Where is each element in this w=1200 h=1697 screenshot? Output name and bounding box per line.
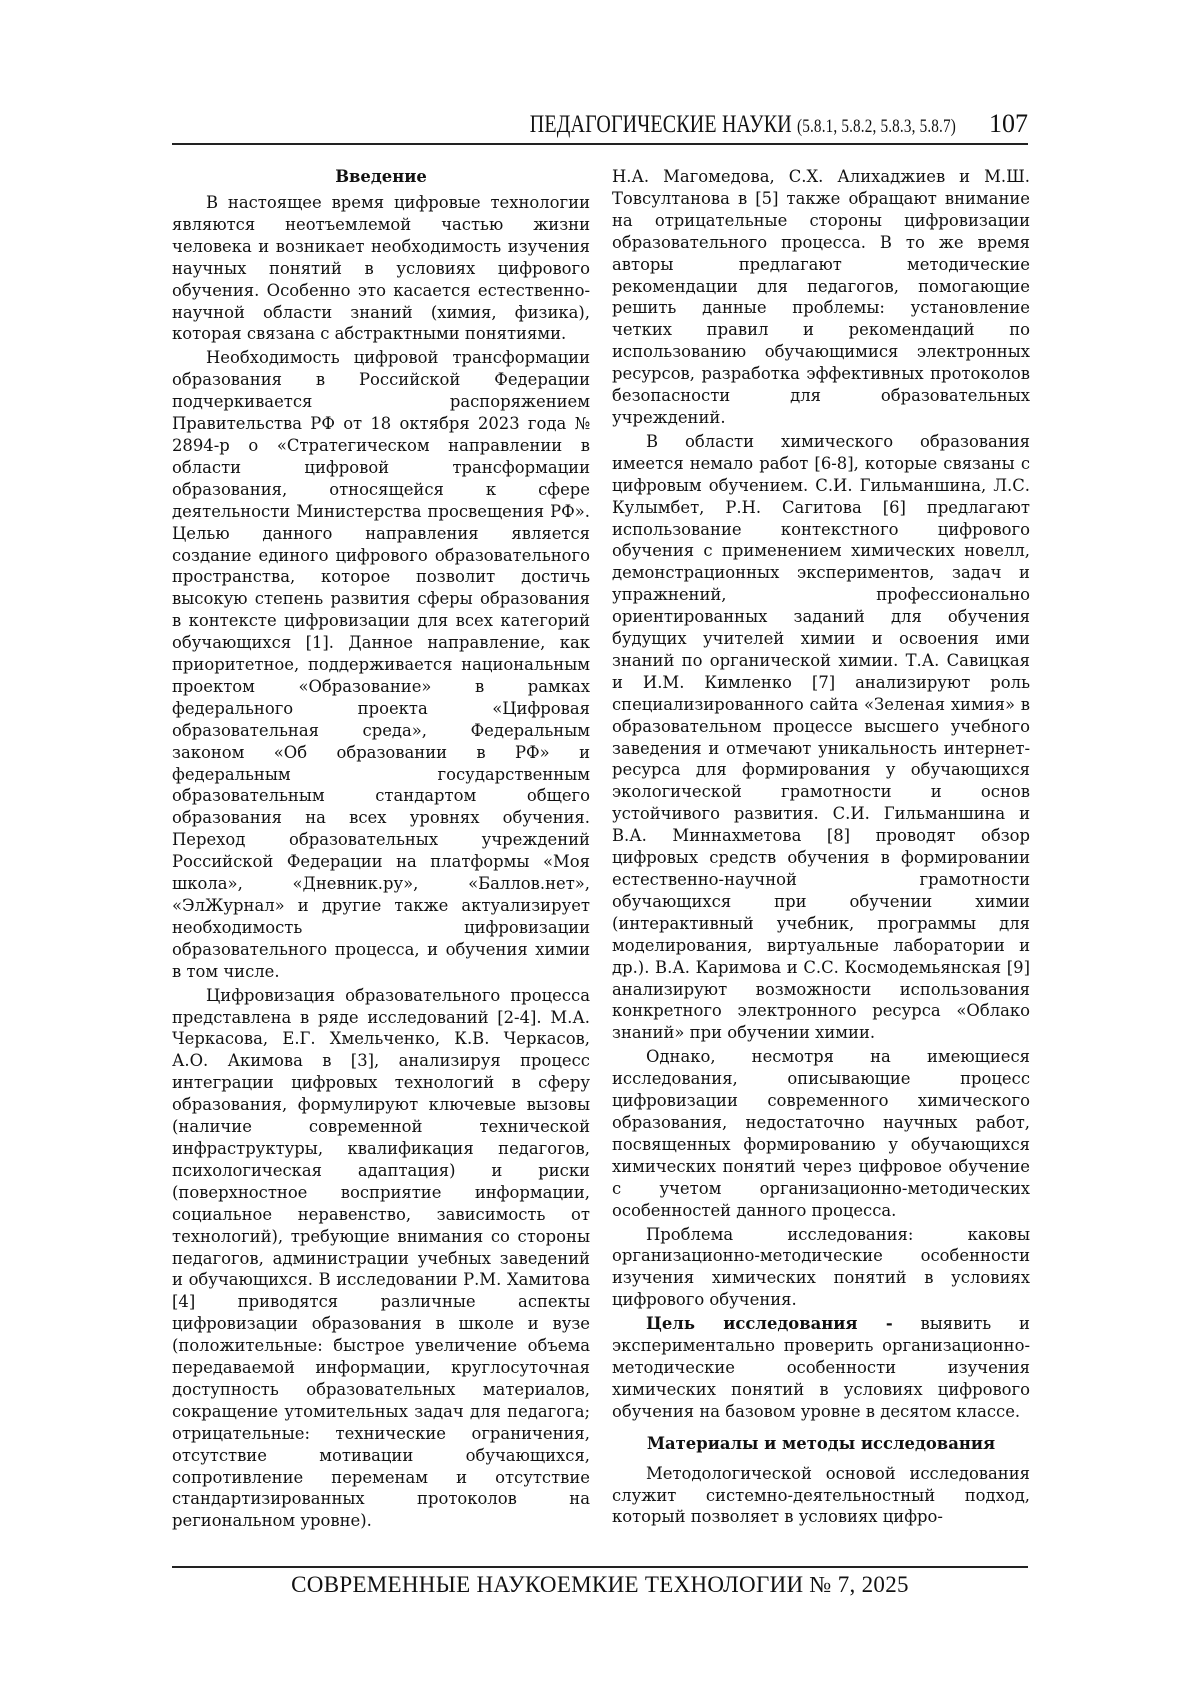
body-paragraph: В настоящее время цифровые технологии являются неотъемлемой частью жизни человека и возникает необходимость изучения научных понятий в условиях цифрового обучения. Особенно это касается естественно-научной области знаний (химия, физика), которая связана с абстрактными понятиями. (172, 193, 590, 344)
body-paragraph: Методологической основой исследования служит системно-деятельностный подход, который позволяет в условиях цифро- (612, 1463, 1030, 1527)
body-paragraph: Цифровизация образовательного процесса представлена в ряде исследований [2-4]. М.А. Черкасова, Е.Г. Хмельченко, К.В. Черкасов, А.О. Акимова в [3], анализируя процесс интеграции цифровых технологий в сферу образования, формулируют ключевые вызовы (наличие современной технической инфраструктуры, квалификация педагогов, психологическая адаптация) и риски (поверхностное восприятие информации, социальное неравенство, зависимость от технологий), требующие внимания со стороны педагогов, администрации учебных заведений и обучающихся. В исследовании Р.М. Хамитова [4] приводятся различные аспекты цифровизации образования в школе и вузе (положительные: быстрое увеличение объема передаваемой информации, круглосуточная доступность образовательных материалов, сокращение утомительных задач для педагога; отрицательные: технические ограничения, отсутствие мотивации обучающихся, сопротивление переменам и отсутствие стандартизированных протоколов на региональном уровне). (172, 985, 590, 1531)
methods-heading: Материалы и методы исследования (646, 1433, 996, 1453)
body-paragraph: В области химического образования имеется немало работ [6-8], которые связаны с цифровым обучением. С.И. Гильманшина, Л.С. Кулымбет, Р.Н. Сагитова [6] предлагают использование контекстного цифрового обучения с применением химических новелл, демонстрационных экспериментов, задач и упражнений, профессионально ориентированных заданий для обучения будущих учителей химии и освоения ими знаний по органической химии. Т.А. Савицкая и И.М. Кимленко [7] анализируют роль специализированного сайта «Зеленая химия» в образовательном процессе высшего учебного заведения и отмечают уникальность интернет-ресурса для формирования у обучающихся экологической грамотности и основ устойчивого развития. С.И. Гильманшина и В.А. Миннахметова [8] проводят обзор цифровых средств обучения в формировании естественно-научной грамотности обучающихся при обучении химии (интерактивный учебник, программы для моделирования, виртуальные лаборатории и др.). В.А. Каримова и С.С. Космодемьянская [9] анализируют возможности использования конкретного электронного ресурса «Облако знаний» при обучении химии. (612, 431, 1030, 1043)
running-header (172, 109, 1028, 145)
right-column (612, 166, 1030, 1528)
body-paragraph: Н.А. Магомедова, С.Х. Алихаджиев и М.Ш. Товсултанова в [5] также обращают внимание на отрицательные стороны цифровизации образовательного процесса. В то же время авторы предлагают методические рекомендации для педагогов, помогающие решить данные проблемы: установление четких правил и рекомендаций по использованию обучающимися электронных ресурсов, разработка эффективных протоколов безопасности для образовательных учреждений. (612, 167, 1030, 427)
research-goal-paragraph (612, 1313, 1030, 1423)
left-column (172, 166, 590, 1532)
body-paragraph: Однако, несмотря на имеющиеся исследования, описывающие процесс цифровизации современного химического образования, недостаточно научных работ, посвященных формированию у обучающихся химических понятий через цифровое обучение с учетом организационно-методических особенностей данного процесса. (612, 1047, 1030, 1220)
body-paragraph: Проблема исследования: каковы организационно-методические особенности изучения химических понятий в условиях цифрового обучения. (612, 1224, 1030, 1310)
running-footer (172, 1566, 1028, 1598)
body-paragraph: Необходимость цифровой трансформации образования в Российской Федерации подчеркивается распоряжением Правительства РФ от 18 октября 2023 года № 2894-р о «Стратегическом направлении в области цифровой трансформации образования, относящейся к сфере деятельности Министерства просвещения РФ». Целью данного направления является создание единого цифрового образовательного пространства, которое позволит достичь высокую степень развития сферы образования в контексте цифровизации для всех категорий обучающихся [1]. Данное направление, как приоритетное, поддерживается национальным проектом «Образование» в рамках федерального проекта «Цифровая образовательная среда», Федеральным законом «Об образовании в РФ» и федеральным государственным образовательным стандартом общего образования на всех уровнях обучения. Переход образовательных учреждений Российской Федерации на платформы «Моя школа», «Дневник.ру», «Баллов.нет», «ЭлЖурнал» и другие также актуализирует необходимость цифровизации образовательного процесса, и обучения химии в том числе. (172, 348, 590, 981)
page-number: 107 (989, 109, 1028, 138)
research-goal-label: Цель исследования - (646, 1314, 893, 1334)
research-goal-text: выявить и экспериментально проверить организационно-методические особенности изучения химических понятий в условиях цифрового обучения на базовом уровне в десятом классе. (612, 1314, 1030, 1421)
journal-section-title (329, 111, 956, 139)
journal-name: СОВРЕМЕННЫЕ НАУКОЕМКИЕ ТЕХНОЛОГИИ № 7, 2025 (291, 1572, 909, 1597)
section-codes: (5.8.1, 5.8.2, 5.8.3, 5.8.7) (796, 116, 956, 137)
introduction-heading: Введение (335, 167, 427, 186)
section-name: ПЕДАГОГИЧЕСКИЕ НАУКИ (529, 111, 792, 138)
